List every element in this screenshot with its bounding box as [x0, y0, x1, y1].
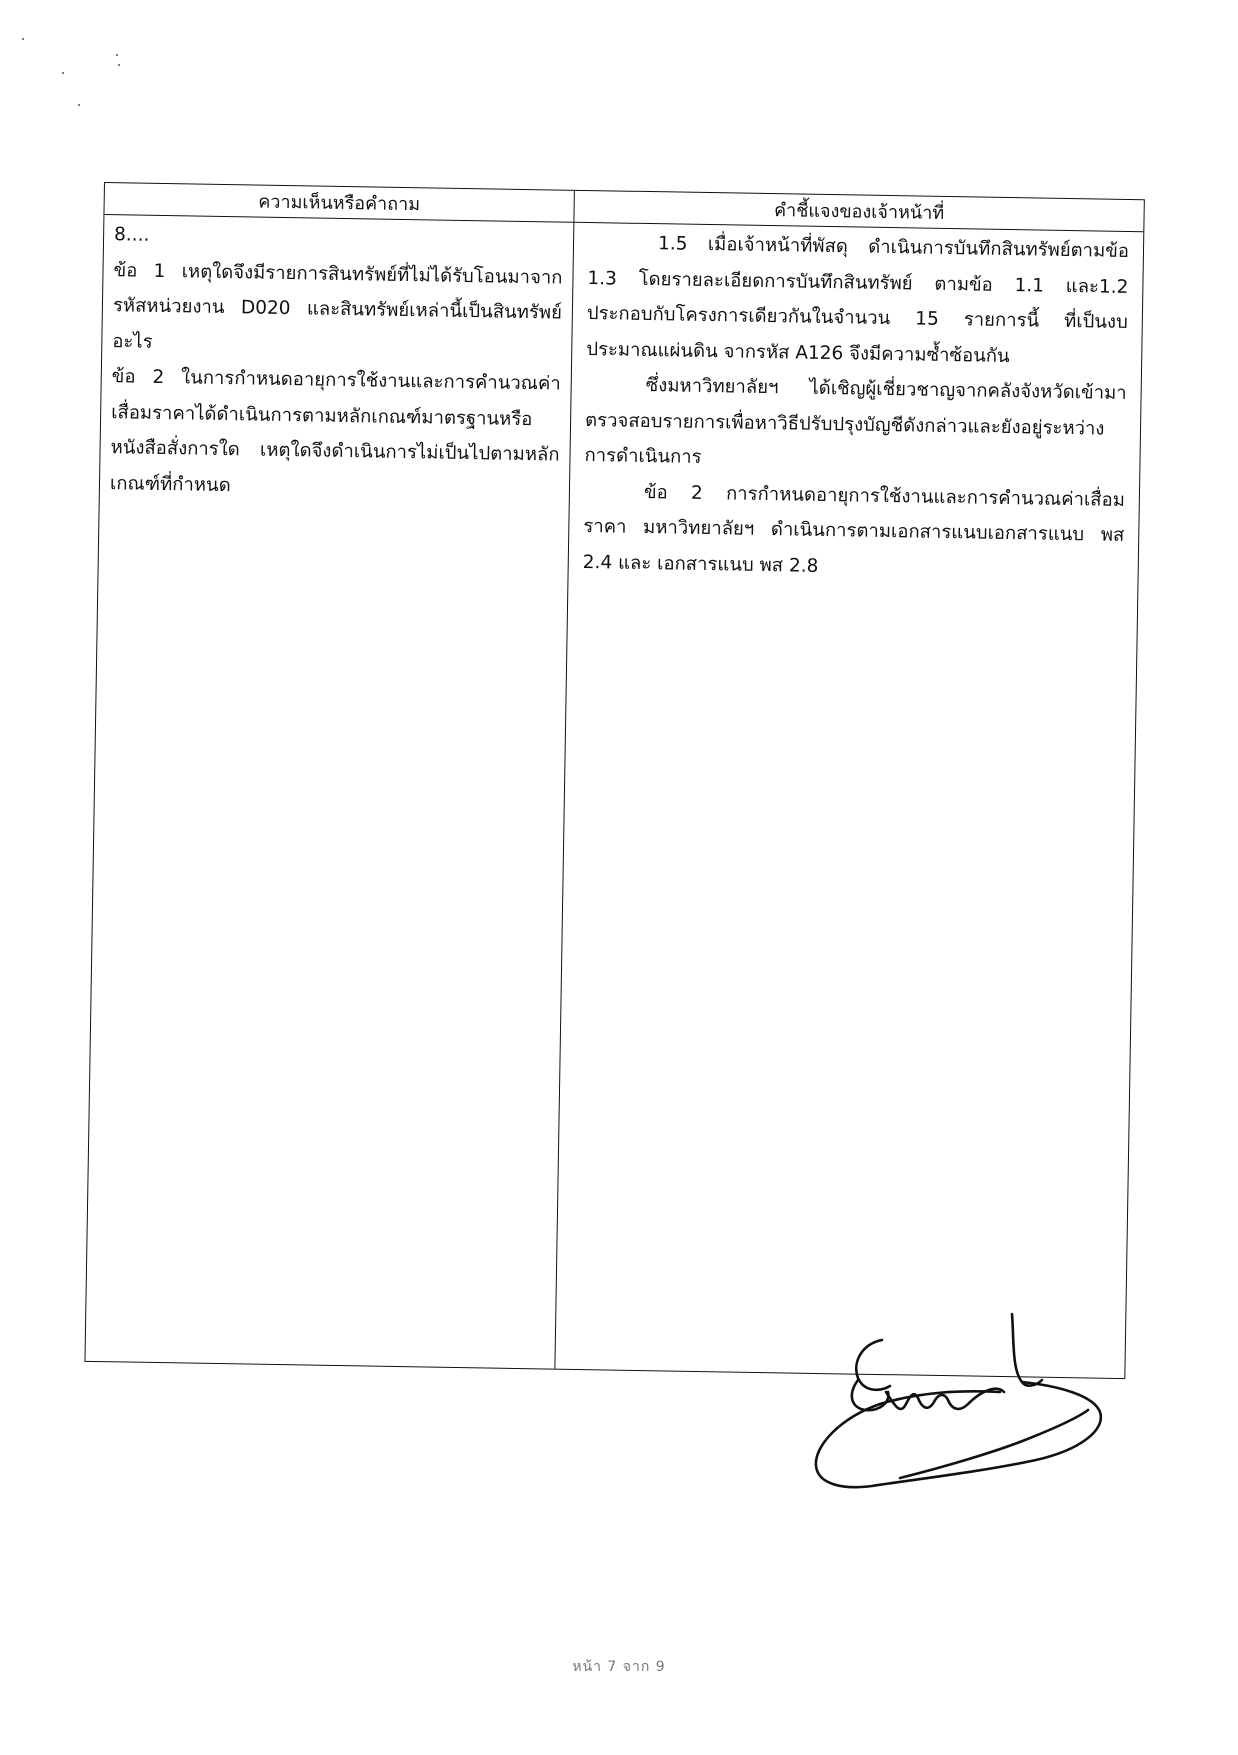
question-paragraph: 8.... — [113, 224, 150, 246]
question-paragraph: ข้อ 2 ในการกำหนดอายุการใช้งานและการคำนวณค่าเสื่อมราคาได้ดำเนินการตามหลักเกณฑ์มาตรฐานหรือหนังสือสั่งการใด เหตุใดจึงดำเนินการไม่เป็นไปตามหลักเกณฑ์ที่กำหนด — [109, 366, 561, 496]
scan-speck — [118, 64, 120, 66]
question-column-header: ความเห็นหรือคำถาม — [104, 183, 573, 223]
scan-speck — [116, 54, 118, 56]
explanation-cell — [568, 223, 1143, 589]
explanation-column — [555, 191, 1143, 1378]
scan-speck — [22, 38, 24, 40]
response-table — [84, 182, 1144, 1379]
handwritten-signature — [760, 1300, 1120, 1520]
question-cell — [100, 215, 574, 509]
question-column — [85, 183, 574, 1369]
question-paragraph: ข้อ 1 เหตุใดจึงมีรายการสินทรัพย์ที่ไม่ได้รับโอนมาจากรหัสหน่วยงาน D020 และสินทรัพย์เหล่านี้เป็นสินทรัพย์อะไร — [112, 259, 563, 353]
page-number: หน้า 7 จาก 9 — [572, 1659, 666, 1675]
scan-speck — [62, 72, 64, 74]
explanation-paragraph: 1.5 เมื่อเจ้าหน้าที่พัสดุ ดำเนินการบันทึกสินทรัพย์ตามข้อ 1.3 โดยรายละเอียดการบันทึกสินทรัพย์ ตามข้อ 1.1 และ1.2 ประกอบกับโครงการเดียวกันในจำนวน 15 รายการนี้ ที่เป็นงบประมาณแผ่นดิน จากรหัส A126 จึงมีความซ้ำซ้อนกัน — [586, 233, 1130, 367]
explanation-paragraph: ข้อ 2 การกำหนดอายุการใช้งานและการคำนวณค่าเสื่อมราคา มหาวิทยาลัยฯ ดำเนินการตามเอกสารแนบเอกสารแนบ พส 2.4 และ เอกสารแนบ พส 2.8 — [582, 481, 1126, 577]
explanation-column-header: คำชี้แจงของเจ้าหน้าที่ — [574, 191, 1143, 232]
scan-speck — [78, 104, 80, 106]
explanation-paragraph: ซึ่งมหาวิทยาลัยฯ ได้เชิญผู้เชี่ยวชาญจากคลังจังหวัดเข้ามาตรวจสอบรายการเพื่อหาวิธีปรับปรุงบัญชีดังกล่าวและยังอยู่ระหว่างการดำเนินการ — [584, 375, 1127, 468]
